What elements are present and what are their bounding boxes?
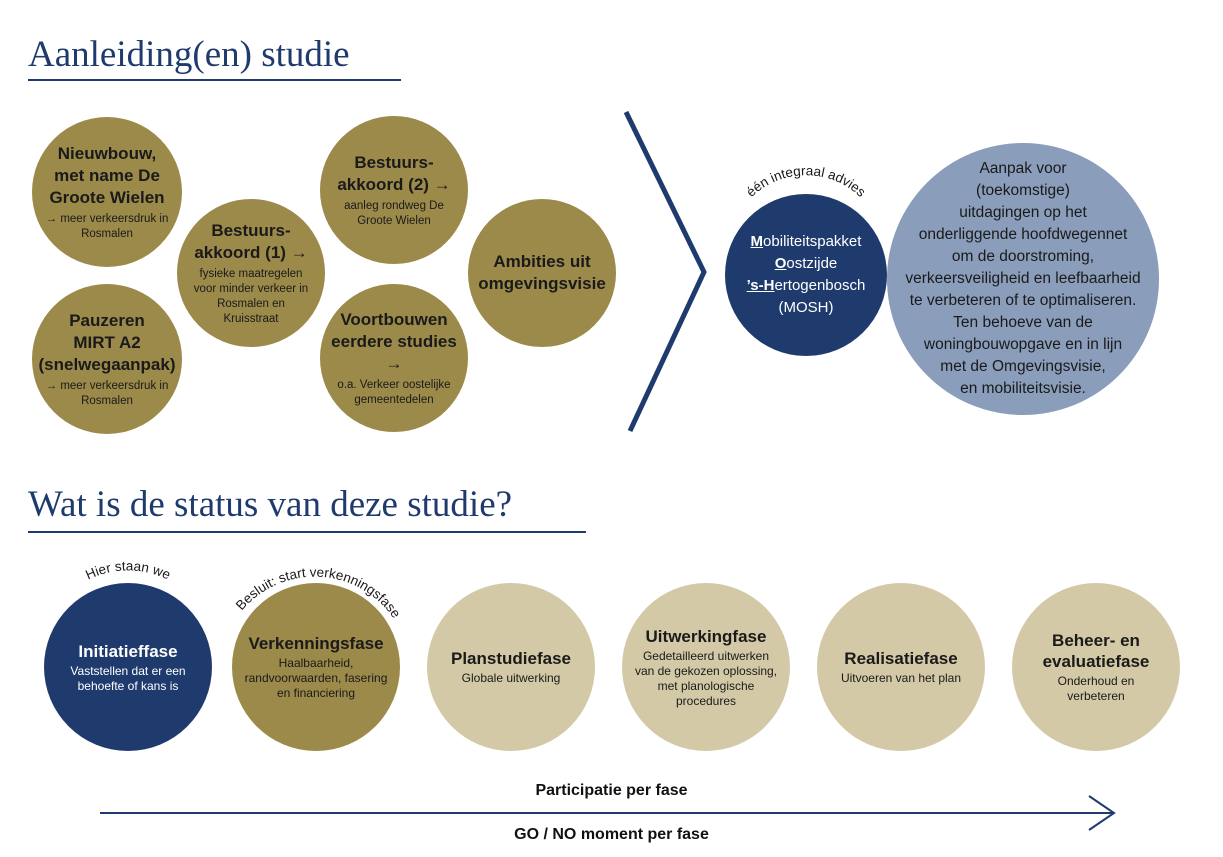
reason-subtitle: → meer verkeersdruk in Rosmalen — [45, 212, 169, 240]
reason-title: Voortbouwen eerdere studies → — [331, 309, 457, 373]
phase-title: Initiatieffase — [78, 641, 178, 661]
phase-subtitle: Vaststellen dat er een behoefte of kans is — [70, 663, 186, 693]
mosh-line-3: ’s-Hertogenbosch — [746, 277, 866, 294]
reason-subtitle: fysieke maatregelen voor minder verkeer in Rosmalen en Kruisstraat — [193, 267, 309, 325]
reason-title: Bestuurs- akkoord (1) → — [194, 220, 308, 262]
decision-curved-label: Besluit: start verkenningsfase — [232, 564, 404, 621]
advice-curved-label: één integraal advies — [743, 163, 869, 200]
phase-subtitle: Uitvoeren van het plan — [840, 671, 962, 685]
phase-title: Verkenningsfase — [248, 634, 384, 653]
aanpak-text: Aanpak voor (toekomstige) uitdagingen op het onderliggende hoofdwegennet om de doorstroming, verkeersveiligheid en leefbaarheid te verbeteren of te optimaliseren. Ten behoeve van de woningbouwopgave en in lijn met de Omgevingsvisie, en mobiliteitsvisie. — [905, 160, 1141, 397]
phase-subtitle: Globale uitwerking — [461, 671, 561, 685]
section-title-aanleiding: Aanleiding(en) studie — [28, 34, 350, 75]
phase-title: Beheer- en evaluatiefase — [1042, 631, 1150, 671]
phase-subtitle: Haalbaarheid, randvoorwaarden, fasering en financiering — [244, 656, 388, 700]
reason-subtitle: o.a. Verkeer oostelijke gemeentedelen — [337, 378, 451, 406]
phase-title: Planstudiefase — [451, 649, 571, 668]
reason-title: Bestuurs- akkoord (2) → — [337, 152, 451, 194]
mosh-line-2: Oostzijde — [774, 255, 838, 272]
participation-label: Participatie per fase — [535, 782, 688, 799]
mosh-line-1: Mobiliteitspakket — [750, 233, 862, 250]
reason-subtitle: aanleg rondweg De Groote Wielen — [344, 199, 444, 227]
section-title-status: Wat is de status van deze studie? — [28, 484, 513, 525]
phase-subtitle: Onderhoud en verbeteren — [1057, 674, 1135, 703]
reason-title: Pauzeren MIRT A2 (snelwegaanpak) — [38, 310, 176, 374]
mosh-abbreviation: (MOSH) — [778, 299, 834, 316]
phase-title: Realisatiefase — [844, 649, 958, 668]
go-no-label: GO / NO moment per fase — [514, 826, 709, 843]
chevron-separator — [626, 112, 704, 431]
reason-title: Ambities uit omgevingsvisie — [478, 252, 606, 293]
reason-title: Nieuwbouw, met name De Groote Wielen — [49, 143, 165, 207]
here-curved-label: Hier staan we — [83, 558, 173, 583]
reason-subtitle: → meer verkeersdruk in Rosmalen — [45, 379, 169, 407]
phase-subtitle: Gedetailleerd uitwerken van de gekozen oplossing, met planologische procedures — [634, 648, 778, 708]
phase-title: Uitwerkingfase — [645, 626, 767, 646]
